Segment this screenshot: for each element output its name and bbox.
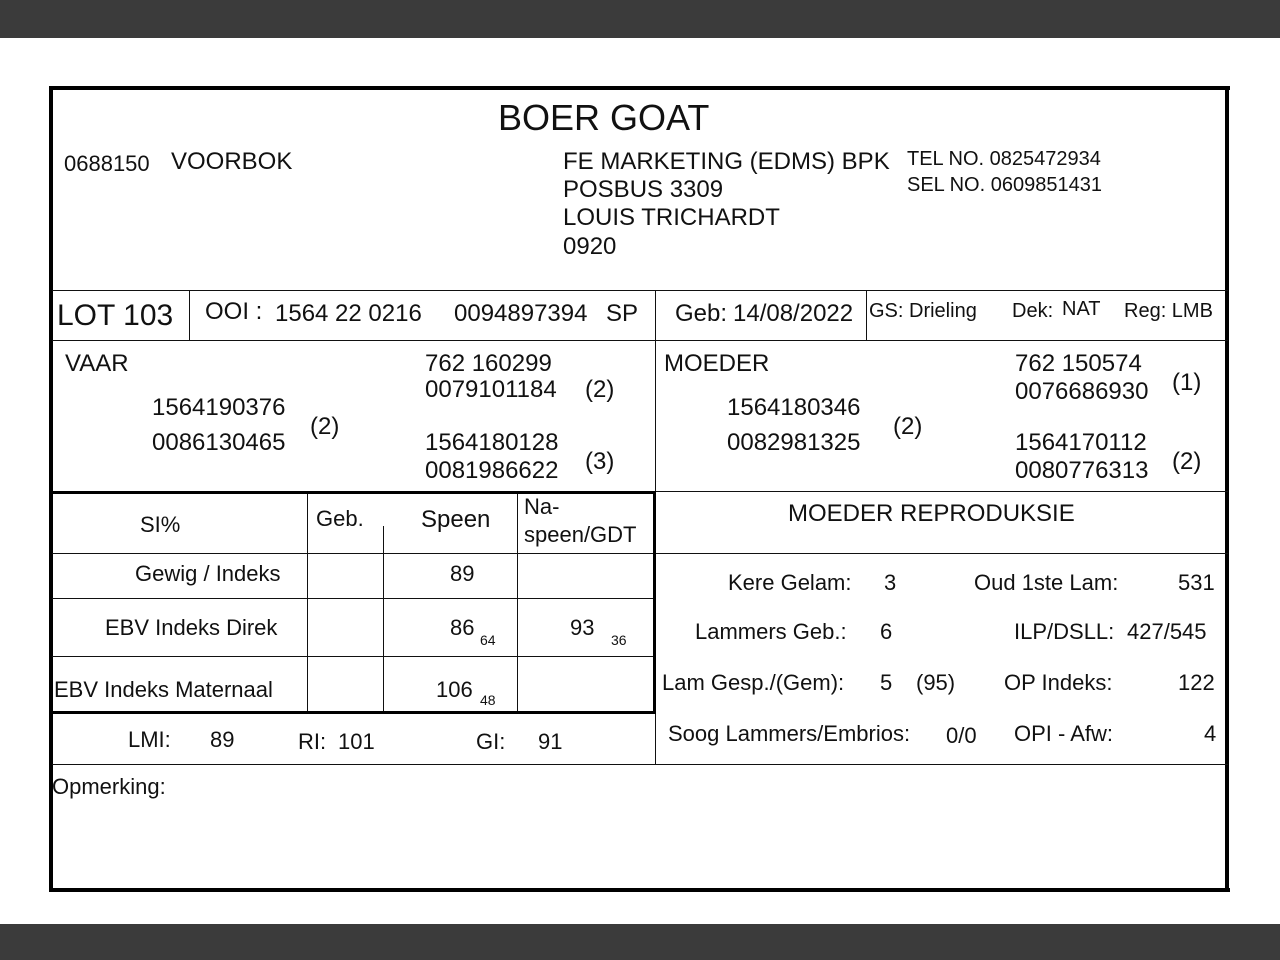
sire-id: 1564190376 <box>152 394 286 421</box>
opi-value: 4 <box>1204 721 1217 746</box>
lammers-value: 6 <box>880 619 893 644</box>
sire-sire-code: 0079101184 <box>425 376 557 403</box>
dek-value: NAT <box>1062 298 1101 320</box>
birth-date-label: Geb: <box>675 300 728 327</box>
speen-header: Speen <box>421 506 491 533</box>
naspeen-header-line2: speen/GDT <box>524 522 637 547</box>
lmi-value: 89 <box>210 727 235 752</box>
row-speen-accuracy: 48 <box>480 692 496 708</box>
reproduction-title: MOEDER REPRODUKSIE <box>788 500 1075 527</box>
sire-count: (2) <box>310 413 340 440</box>
card-title: BOER GOAT <box>498 97 710 138</box>
telephone-number: TEL NO. 0825472934 <box>907 148 1101 170</box>
row-speen-value: 89 <box>450 561 475 586</box>
sire-dam-count: (3) <box>585 448 615 475</box>
sire-label: VAAR <box>65 350 129 377</box>
birth-status: GS: Drieling <box>869 300 977 322</box>
birth-date: 14/08/2022 <box>733 300 854 327</box>
op-value: 122 <box>1178 670 1215 695</box>
seller-postcode: 0920 <box>563 233 617 260</box>
naspeen-header-line1: Na- <box>524 494 560 519</box>
ilp-label: ILP/DSLL: <box>1014 619 1115 644</box>
dam-dam-count: (2) <box>1172 448 1202 475</box>
dam-sire-id: 762 150574 <box>1015 350 1142 377</box>
oud-label: Oud 1ste Lam: <box>974 570 1119 595</box>
ooi-code: 0094897394 <box>454 300 588 327</box>
registration: Reg: LMB <box>1124 300 1213 322</box>
ri-value: 101 <box>338 729 375 754</box>
animal-id: 0688150 <box>64 151 150 176</box>
kere-value: 3 <box>884 570 897 595</box>
seller-address-2: LOUIS TRICHARDT <box>563 204 780 231</box>
opi-label: OPI - Afw: <box>1014 721 1114 746</box>
cellphone-number: SEL NO. 0609851431 <box>907 174 1102 196</box>
dam-dam-code: 0080776313 <box>1015 457 1149 484</box>
gesp-label: Lam Gesp./(Gem): <box>662 670 845 695</box>
ooi-suffix: SP <box>606 300 639 327</box>
seller-address-1: POSBUS 3309 <box>563 176 724 203</box>
ooi-number: 1564 22 0216 <box>275 300 422 327</box>
lot-number: LOT 103 <box>57 299 174 332</box>
sire-sire-id: 762 160299 <box>425 350 552 377</box>
dam-label: MOEDER <box>664 350 770 377</box>
si-header: SI% <box>140 512 181 537</box>
row-label: EBV Indeks Direk <box>105 615 278 640</box>
row-speen-value: 86 <box>450 615 475 640</box>
ilp-value: 427/545 <box>1127 619 1207 644</box>
row-speen-value: 106 <box>436 677 473 702</box>
dam-id: 1564180346 <box>727 394 861 421</box>
sire-code: 0086130465 <box>152 429 286 456</box>
ri-label: RI: <box>298 729 327 754</box>
gi-value: 91 <box>538 729 563 754</box>
ooi-label: OOI : <box>205 298 263 325</box>
soog-value: 0/0 <box>946 723 977 748</box>
oud-value: 531 <box>1178 570 1215 595</box>
dam-sire-count: (1) <box>1172 369 1202 396</box>
sire-dam-code: 0081986622 <box>425 457 559 484</box>
op-label: OP Indeks: <box>1004 670 1113 695</box>
kere-label: Kere Gelam: <box>728 570 852 595</box>
dek-label: Dek: <box>1012 300 1054 322</box>
top-letterbox-bar <box>0 0 1280 38</box>
row-label: EBV Indeks Maternaal <box>54 677 273 702</box>
sire-dam-id: 1564180128 <box>425 429 559 456</box>
animal-name: VOORBOK <box>171 148 293 175</box>
row-naspeen-value: 93 <box>570 615 595 640</box>
dam-sire-code: 0076686930 <box>1015 378 1149 405</box>
gi-label: GI: <box>476 729 506 754</box>
row-label: Gewig / Indeks <box>135 561 281 586</box>
soog-label: Soog Lammers/Embrios: <box>668 721 911 746</box>
lammers-label: Lammers Geb.: <box>695 619 847 644</box>
dam-count: (2) <box>893 413 923 440</box>
row-speen-accuracy: 64 <box>480 632 496 648</box>
row-naspeen-accuracy: 36 <box>611 632 627 648</box>
dam-code: 0082981325 <box>727 429 861 456</box>
dam-dam-id: 1564170112 <box>1015 429 1147 456</box>
geb-header: Geb. <box>316 506 364 531</box>
lmi-label: LMI: <box>128 727 171 752</box>
gesp-average: (95) <box>916 670 956 695</box>
bottom-letterbox-bar <box>0 924 1280 960</box>
seller-name: FE MARKETING (EDMS) BPK <box>563 148 890 175</box>
gesp-value: 5 <box>880 670 893 695</box>
remarks-label: Opmerking: <box>52 774 166 799</box>
sire-sire-count: (2) <box>585 376 615 403</box>
